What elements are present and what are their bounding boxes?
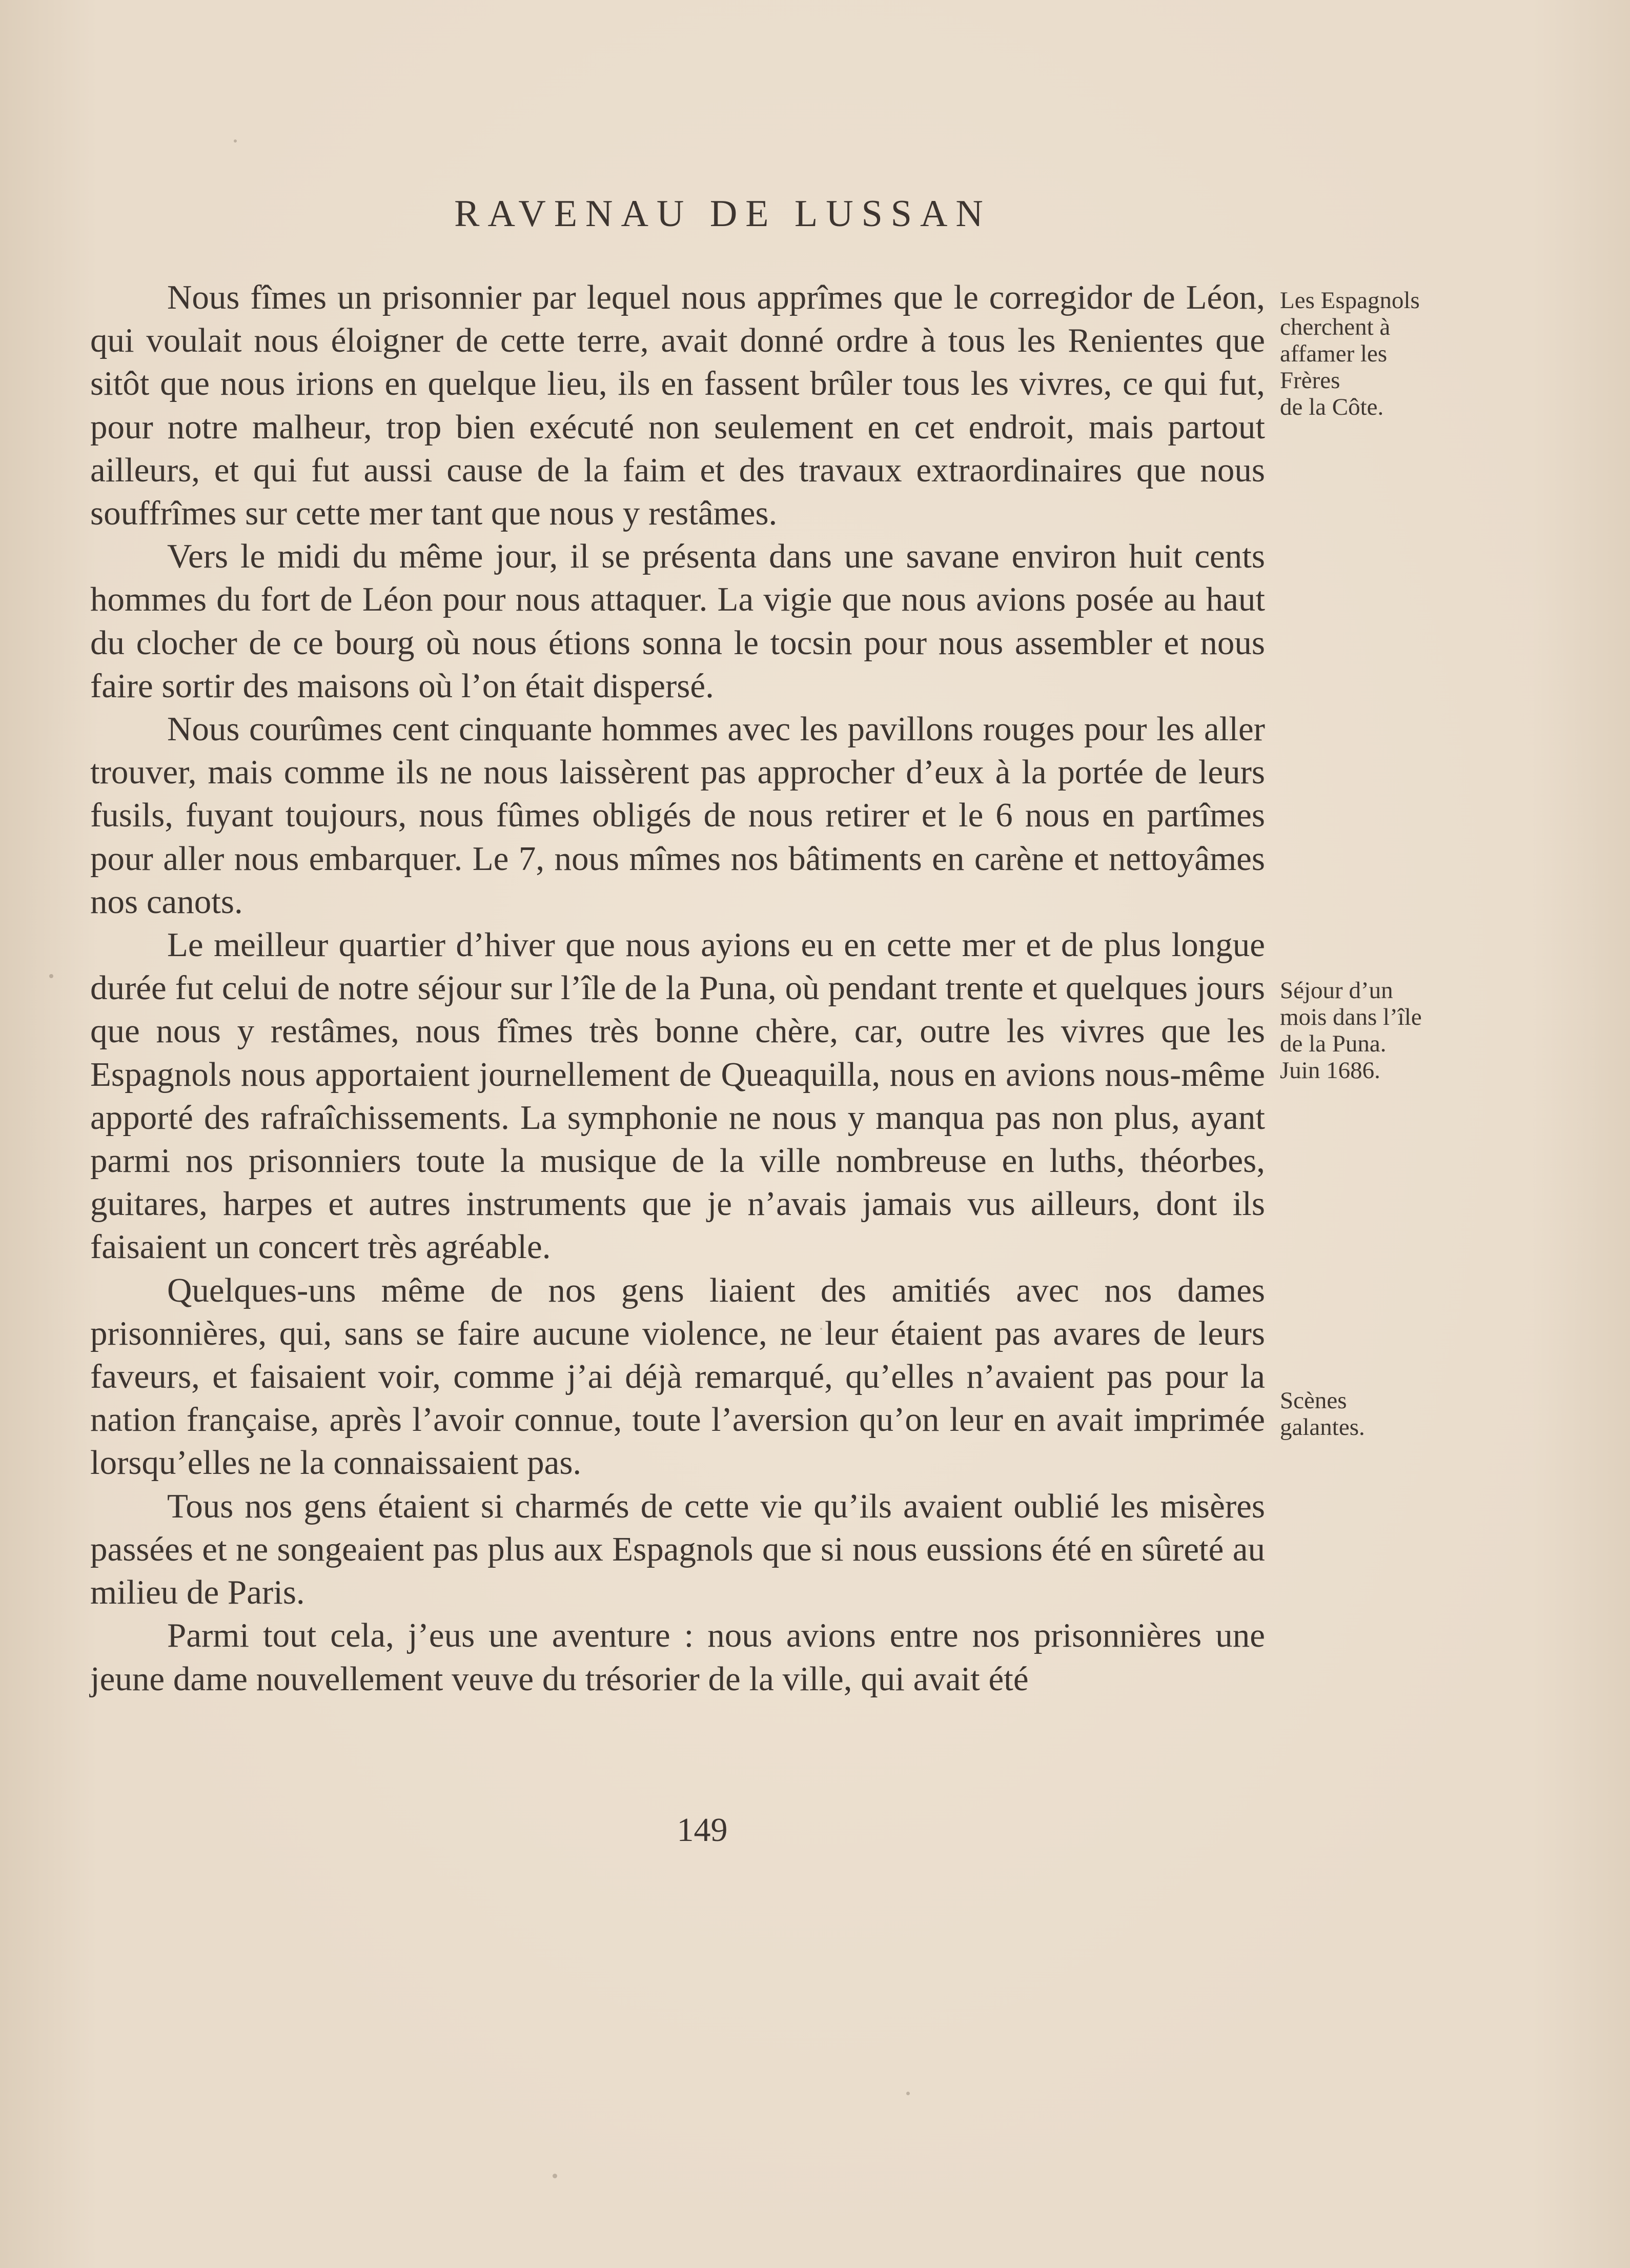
sidenote-sejour — [1280, 977, 1475, 1084]
sidenote-line: Frères — [1280, 367, 1340, 394]
paper-speck — [906, 2092, 910, 2095]
sidenote-line: Séjour d’un — [1280, 977, 1393, 1004]
paragraph-7: Parmi tout cela, j’eus une aventure : nous avions entre nos prisonnières une jeune dame nouvellement veuve du trésorier de la ville, qui avait été — [90, 1616, 1265, 1698]
paragraph-4: Le meilleur quartier d’hiver que nous ayions eu en cette mer et de plus longue durée fut celui de notre séjour sur l’île de la Puna, où pendant trente et quelques jours que nous y restâmes, nous fîmes très bonne chère, car, outre les vivres que les Espagnols nous apportaient journellement de Queaquilla, nous en avions nous-même apporté des rafraîchissements. La symphonie ne nous y manqua pas non plus, ayant parmi nos prisonniers toute la musique de la ville nombreuse en luths, théorbes, guitares, harpes et autres instruments que je n’avais jamais vus ailleurs, dont ils faisaient un concert très agréable. — [90, 926, 1265, 1266]
paper-speck — [49, 974, 53, 978]
running-head: RAVENAU DE LUSSAN — [454, 193, 991, 235]
sidenote-line: affamer les — [1280, 340, 1388, 367]
sidenote-line: Scènes — [1280, 1387, 1347, 1414]
paragraph-5: Quelques-uns même de nos gens liaient des amitiés avec nos dames prisonnières, qui, sans se faire aucune violence, ne leur étaient pas avares de leurs faveurs, et faisaient voir, comme j’ai déjà remarqué, qu’elles n’avaient pas pour la nation française, après l’avoir connue, toute l’aversion qu’on leur en avait imprimée lorsqu’elles ne la connaissaient pas. — [90, 1271, 1265, 1482]
page-number: 149 — [677, 1811, 728, 1849]
paragraph-2: Vers le midi du même jour, il se présenta dans une savane environ huit cents hommes du fort de Léon pour nous attaquer. La vigie que nous avions posée au haut du clocher de ce bourg où nous étions sonna le tocsin pour nous assembler et nous faire sortir des maisons où l’on était dispersé. — [90, 537, 1265, 705]
body-text — [90, 276, 1265, 1700]
sidenote-scenes — [1280, 1387, 1475, 1441]
paragraph-6: Tous nos gens étaient si charmés de cette vie qu’ils avaient oublié les misères passées et ne songeaient pas plus aux Espagnols que si nous eussions été en sûreté au milieu de Paris. — [90, 1487, 1265, 1612]
sidenote-line: mois dans l’île — [1280, 1004, 1422, 1030]
sidenote-espagnols — [1280, 287, 1475, 420]
sidenote-line: Juin 1686. — [1280, 1057, 1380, 1084]
paragraph-3: Nous courûmes cent cinquante hommes avec les pavillons rouges pour les aller trouver, mais comme ils ne nous laissèrent pas approcher d’eux à la portée de leurs fusils, fuyant toujours, nous fûmes obligés de nous retirer et le 6 nous en partîmes pour aller nous embarquer. Le 7, nous mîmes nos bâtiments en carène et nettoyâmes nos canots. — [90, 710, 1265, 921]
sidenote-line: de la Côte. — [1280, 394, 1384, 420]
paragraph-1: Nous fîmes un prisonnier par lequel nous apprîmes que le corregidor de Léon, qui voulait nous éloigner de cette terre, avait donné ordre à tous les Renientes que sitôt que nous irions en quelque lieu, ils en fassent brûler tous les vivres, ce qui fut, pour notre malheur, trop bien exécuté non seulement en cet endroit, mais partout ailleurs, et qui fut aussi cause de la faim et des travaux extraordinaires que nous souffrîmes sur cette mer tant que nous y restâmes. — [90, 278, 1265, 533]
paper-speck — [234, 139, 237, 143]
sidenote-line: Les Espagnols — [1280, 287, 1420, 314]
sidenote-line: cherchent à — [1280, 314, 1391, 340]
sidenote-line: de la Puna. — [1280, 1030, 1387, 1057]
sidenote-line: galantes. — [1280, 1414, 1365, 1441]
paper-speck — [820, 1328, 822, 1330]
paper-speck — [553, 2174, 557, 2178]
